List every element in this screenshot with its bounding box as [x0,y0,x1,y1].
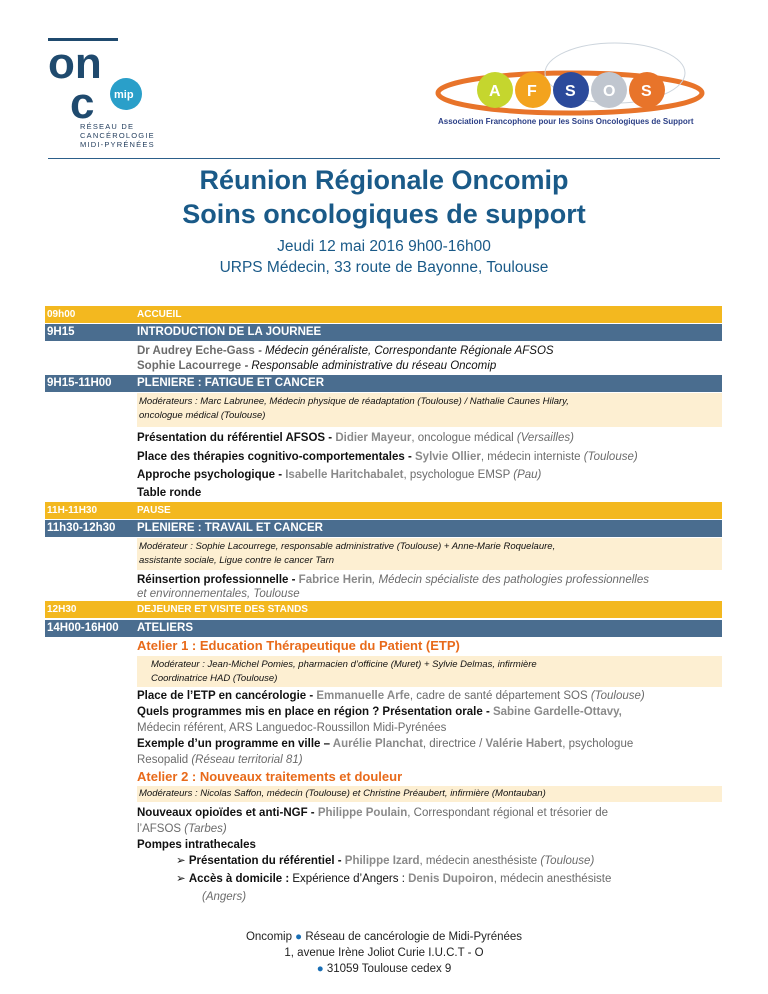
footer-line2: 1, avenue Irène Joliot Curie I.U.C.T - O [284,947,484,959]
agenda-row-pause [45,502,722,519]
agenda-row-accueil [45,306,722,323]
agenda-label: PLENIERE : FATIGUE ET CANCER [137,377,324,389]
atelier-1-title: Atelier 1 : Education Thérapeutique du Patient (ETP) [137,638,460,653]
agenda-row-pleniere-travail [45,520,722,537]
moderators-box-atelier1 [137,656,722,687]
moderators-line2: assistante sociale, Ligue contre le cancer Tarn [139,555,335,566]
moderators-box-travail [137,538,722,570]
atelier-2-title: Atelier 2 : Nouveaux traitements et douleur [137,769,403,784]
talk-psychologie: Approche psychologique - Isabelle Haritchabalet, psychologue EMSP (Pau) [137,469,542,481]
oncomip-network-text [80,122,155,149]
agenda-label: INTRODUCTION DE LA JOURNEE [137,326,322,338]
arrow-bullet-icon: ➢ [176,873,189,885]
moderators-line1: Modérateur : Jean-Michel Pomies, pharmacien d’officine (Muret) + Sylvie Delmas, infirmière [151,659,537,670]
svg-text:S: S [565,83,576,100]
onco-letters-mip: mip [114,89,134,101]
agenda-time: 09h00 [47,309,76,320]
page-title-line2: Soins oncologiques de support [182,199,586,229]
talk-pompes-domicile: ➢ Accès à domicile : Expérience d’Angers : Denis Dupoiron, médecin anesthésiste [176,873,612,885]
bullet-dot-icon: ● [316,963,324,975]
footer-line1: Oncomip ● Réseau de cancérologie de Midi-Pyrénées [245,931,523,943]
onco-letter-c: c [70,79,95,128]
moderators-line1: Modérateurs : Nicolas Saffon, médecin (Toulouse) et Christine Préaubert, infirmière (Montauban) [139,788,546,799]
intro-speaker-2: Sophie Lacourrege - Responsable administrative du réseau Oncomip [137,360,497,372]
talk-pompes: Pompes intrathecales [137,839,256,851]
agenda-time: 9H15 [47,326,75,338]
talk-table-ronde: Table ronde [137,487,202,499]
talk-etp-place: Place de l’ETP en cancérologie - Emmanuelle Arfe, cadre de santé département SOS (Toulouse) [137,690,645,702]
moderators-box-atelier2 [137,786,722,802]
onco-text-line3: MIDI-PYRÉNÉES [80,140,155,149]
moderators-line2: oncologue médical (Toulouse) [139,410,266,421]
agenda-row-dejeuner [45,601,722,618]
talk-opioides: Nouveaux opioïdes et anti-NGF - Philippe Poulain, Correspondant régional et trésorier de [137,807,609,819]
agenda-time: 12H30 [47,604,77,615]
talk-etp-exemple: Exemple d’un programme en ville – Aurélie Planchat, directrice / Valérie Habert, psychologue [137,738,634,750]
arrow-bullet-icon: ➢ [176,855,189,867]
moderators-line1: Modérateur : Sophie Lacourrege, responsable administrative (Toulouse) + Anne-Marie Roquelaure, [139,541,556,552]
talk-etp-programmes-cont: Médecin référent, ARS Languedoc-Roussillon Midi-Pyrénées [137,722,447,734]
agenda-label: ATELIERS [137,622,194,634]
talk-referentiel: Présentation du référentiel AFSOS - Didier Mayeur, oncologue médical (Versailles) [137,432,574,444]
talk-opioides-cont: l’AFSOS (Tarbes) [137,823,227,835]
onco-text-line2: CANCÉROLOGIE [80,131,155,140]
moderators-line2: Coordinatrice HAD (Toulouse) [151,673,278,684]
onco-letters-on: on [48,39,102,88]
intro-speaker-1: Dr Audrey Eche-Gass - Médecin généraliste, Correspondante Régionale AFSOS [137,345,554,357]
talk-tcc: Place des thérapies cognitivo-comportementales - Sylvie Ollier, médecin interniste (Toulouse) [137,451,638,463]
talk-pompes-domicile-cont: (Angers) [202,891,247,903]
agenda-time: 11H-11H30 [47,505,98,516]
onco-text-line1: RÉSEAU DE [80,122,135,131]
agenda-row-pleniere-fatigue [45,375,722,392]
page-title-line1: Réunion Régionale Oncomip [199,165,569,195]
agenda-label: PAUSE [137,505,171,516]
agenda-label: PLENIERE : TRAVAIL ET CANCER [137,522,323,534]
event-place: URPS Médecin, 33 route de Bayonne, Toulouse [219,259,549,276]
footer-line3: ● 31059 Toulouse cedex 9 [316,963,452,975]
agenda-row-intro [45,324,722,341]
talk-reinsertion: Réinsertion professionnelle - Fabrice Herin, Médecin spécialiste des pathologies professionnelles [137,574,649,586]
agenda-time: 9H15-11H00 [47,377,112,389]
agenda-label: DEJEUNER ET VISITE DES STANDS [137,604,308,615]
talk-pompes-referentiel: ➢ Présentation du référentiel - Philippe Izard, médecin anesthésiste (Toulouse) [176,855,595,867]
bullet-dot-icon: ● [295,931,303,943]
agenda-label: ACCUEIL [137,309,182,320]
svg-text:S: S [641,83,652,100]
talk-reinsertion-cont: et environnementales, Toulouse [137,588,300,600]
svg-text:O: O [603,83,616,100]
agenda-row-ateliers [45,620,722,637]
talk-etp-programmes: Quels programmes mis en place en région ? Présentation orale - Sabine Gardelle-Ottavy, [137,706,622,718]
header-divider [48,158,720,159]
agenda-time: 14H00-16H00 [47,622,119,634]
afsos-caption: Association Francophone pour les Soins Oncologiques de Support [438,117,694,126]
svg-text:A: A [489,83,501,100]
svg-text:F: F [527,83,537,100]
moderators-line1: Modérateurs : Marc Labrunee, Médecin physique de réadaptation (Toulouse) / Nathalie Caunes Hilary, [139,396,569,407]
moderators-box-fatigue [137,393,722,427]
event-date: Jeudi 12 mai 2016 9h00-16h00 [277,238,491,255]
agenda-time: 11h30-12h30 [47,522,116,534]
talk-etp-exemple-cont: Resopalid (Réseau territorial 81) [137,754,303,766]
